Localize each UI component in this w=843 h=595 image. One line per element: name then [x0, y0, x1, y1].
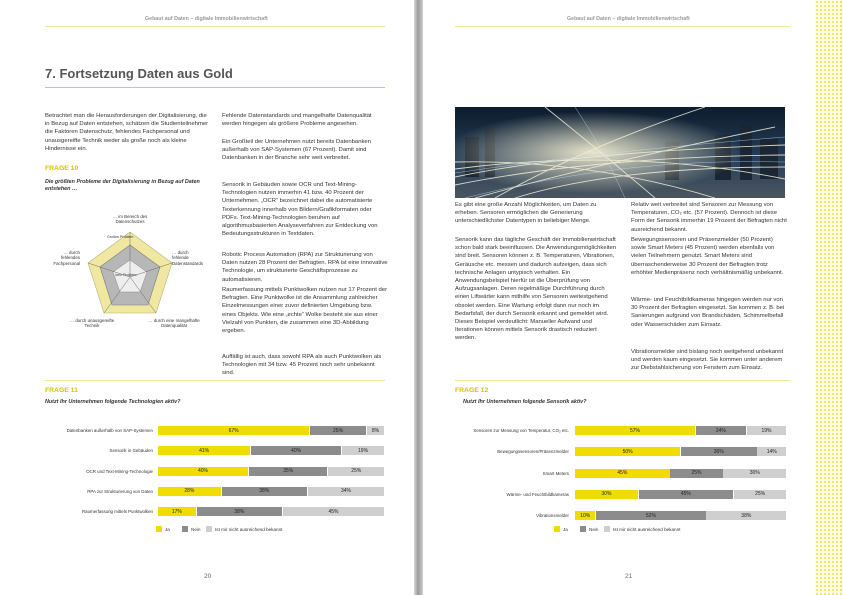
radar-label-technik: … durch unausgereifte Technik	[69, 318, 115, 329]
body-paragraph: Fehlende Datenstandards und mangelhafte Datenqualität werden hingegen als größere Probleme angesehen.	[222, 113, 372, 128]
bar-value-label: 36%	[713, 448, 724, 455]
stacked-bar-row	[575, 511, 787, 520]
header-rule	[45, 26, 385, 27]
radar-label-datenschutz: … im Bereich des Datenschutzes	[112, 214, 148, 225]
bar-category-label: RPA zur Strukturierung von Daten	[87, 488, 153, 494]
bar-segment	[158, 446, 250, 455]
bar-segment	[222, 487, 307, 496]
stacked-bar-row	[158, 446, 385, 455]
bar-value-label: 67%	[228, 427, 239, 434]
bar-value-label: 30%	[749, 470, 760, 477]
stacked-bar-row	[158, 426, 385, 435]
bar-category-label: Datenbanken außerhalb von SAP-Systemen	[66, 428, 153, 433]
page-number: 20	[204, 573, 212, 580]
bar-value-label: 8%	[371, 427, 380, 434]
bar-category-label: Raumerfassung mittels Punktwolken	[81, 509, 153, 515]
bar-segment	[283, 507, 384, 516]
title-rule	[45, 87, 385, 88]
intro-paragraph: Betrachtet man die Herausforderungen der Digitalisierung, die in Bezug auf Daten entstehen, schätzen die Studienteilnehmer die Faktoren Datenschutz, fehlendes Fachpersonal und unausgereifte Technik weder als große noch als kleine Hindernisse ein.	[45, 113, 209, 152]
body-paragraph: Sensorik in Gebäuden sowie OCR und Text-Mining-Technologien nutzen immerhin 41 bzw. 40 Prozent der Unternehmen. „OCR“ bezeichnet dabei die automatisierte Texterkennung innerhalb von Bildern/Grafikformaten oder PDFs. Text-Mining-Technologien beruhen auf algorithmusbasierten Analyseverfahren zur Entdeckung von Bedeutungsstrukturen in Textdaten.	[222, 182, 378, 238]
stacked-bar-row	[575, 469, 787, 478]
legend-label: Nein	[589, 526, 599, 532]
body-paragraph: Relativ weit verbreitet sind Sensoren zur Messung von Temperaturen, CO₂ etc. (57 Prozent). Dennoch ist diese Form der Sensorik immerhin 19 Prozent der Befragten nicht ausreichend bekannt.	[631, 202, 787, 233]
bar-segment	[308, 487, 384, 496]
bar-value-label: 10%	[580, 512, 591, 519]
frage10-question: Die größten Probleme der Digitalisierung in Bezug auf Daten entstehen …	[45, 179, 200, 192]
bar-value-label: 45%	[617, 470, 628, 477]
bar-segment	[251, 446, 341, 455]
bar-value-label: 30%	[601, 491, 612, 498]
body-paragraph: Robotic Process Automation (RPA) zur Strukturierung von Daten nutzen 28 Prozent der Befragten. RPA ist eine innovative Technologie, um strukturierte Geschäftsprozesse zu automatisieren.	[222, 252, 388, 283]
body-paragraph: Es gibt eine große Anzahl Möglichkeiten, um Daten zu erheben. Sensoren ermöglichen die Generierung unterschiedlichster Datentypen in beliebiger Menge.	[455, 202, 597, 225]
bar-segment	[575, 447, 680, 456]
bar-segment	[158, 487, 221, 496]
stacked-bar-row	[158, 507, 385, 516]
body-paragraph: Wärme- und Feuchtbildkameras hingegen werden nur von 30 Prozent der Befragten eingesetzt. Sie kommen z. B. bei Sanierungen aufgrund von Brandschäden, Schimmelbefall oder Wasserschäden zum Einsatz.	[631, 297, 785, 328]
bar-category-label: OCR und Text-Mining-Technologie	[86, 468, 153, 474]
book-gutter	[414, 0, 423, 595]
frage11-question: Nutzt Ihr Unternehmen folgende Technologien aktiv?	[45, 399, 181, 405]
bar-segment	[310, 426, 366, 435]
bar-value-label: 41%	[199, 447, 210, 454]
bar-value-label: 14%	[766, 448, 777, 455]
stacked-bar-row	[575, 426, 787, 435]
bar-segment	[158, 507, 196, 516]
legend-label: Ja	[165, 526, 170, 532]
bar-segment	[681, 447, 757, 456]
radar-label-datenqualitaet: … durch eine mangelhafte Datenqualität	[148, 318, 200, 329]
bar-value-label: 25%	[691, 470, 702, 477]
stacked-bar-row	[158, 487, 385, 496]
running-head: Gebaut auf Daten – digitale Immobilienwirtschaft	[145, 16, 268, 22]
legend-swatch	[182, 526, 188, 532]
bar-segment	[670, 469, 722, 478]
bar-value-label: 38%	[741, 512, 752, 519]
bar-segment	[596, 511, 705, 520]
bar-segment	[342, 446, 384, 455]
section-rule	[455, 380, 790, 381]
radar-scale-min: kein Problem	[115, 273, 137, 277]
bar-value-label: 25%	[333, 427, 344, 434]
bar-value-label: 52%	[645, 512, 656, 519]
section-rule	[45, 380, 385, 381]
bar-segment	[734, 490, 786, 499]
bar-value-label: 28%	[184, 488, 195, 495]
legend-label: Ist mir nicht ausreichend bekannt	[215, 526, 283, 532]
bar-segment	[747, 426, 786, 435]
bar-segment	[367, 426, 384, 435]
running-head: Gebaut auf Daten – digitale Immobilienwirtschaft	[567, 16, 690, 22]
bar-value-label: 40%	[291, 447, 302, 454]
stacked-bar-row	[158, 467, 385, 476]
bar-category-label: Smart Meters	[542, 470, 569, 476]
legend-label: Nein	[191, 526, 201, 532]
bar-category-label: Bewegungssensoren/Präsenzmelder	[497, 449, 569, 455]
bar-value-label: 34%	[340, 488, 351, 495]
bar-segment	[696, 426, 746, 435]
bar-value-label: 57%	[630, 427, 641, 434]
bar-value-label: 17%	[171, 508, 182, 515]
stacked-bar-row	[575, 447, 787, 456]
bar-value-label: 45%	[328, 508, 339, 515]
legend-label: Ja	[563, 526, 568, 532]
bar-value-label: 25%	[351, 468, 362, 475]
body-paragraph: Ein Großteil der Unternehmen nutzt bereits Datenbanken außerhalb von SAP-Systemen (67 Prozent). Damit sind Datenbanken in der Branche sehr weit verbreitet.	[222, 139, 371, 162]
bar-segment	[575, 469, 670, 478]
city-data-photo	[455, 107, 785, 198]
stacked-bar-row	[575, 490, 787, 499]
legend-swatch	[554, 526, 560, 532]
radar-label-datenstandards: … durch fehlende Datenstandards	[172, 250, 203, 266]
bar-value-label: 19%	[358, 447, 369, 454]
bar-value-label: 40%	[197, 468, 208, 475]
bar-segment	[639, 490, 734, 499]
bar-segment	[575, 426, 695, 435]
bar-segment	[158, 467, 248, 476]
frage10-label: FRAGE 10	[45, 165, 79, 172]
bar-value-label: 25%	[755, 491, 766, 498]
legend-swatch	[206, 526, 212, 532]
bar-segment	[158, 426, 309, 435]
page-edge-pattern-right	[815, 0, 843, 595]
page-number: 21	[625, 573, 633, 580]
bar-segment	[706, 511, 786, 520]
bar-segment	[575, 511, 595, 520]
legend-swatch	[580, 526, 586, 532]
body-paragraph: Bewegungssensoren und Präsenzmelder (50 Prozent) sowie Smart Meters (45 Prozent) werden ebenfalls von vielen Teilnehmern genutzt. Smart Meters sind überraschenderweise 30 Prozent der Befragten trotz erhöhter Medienpräsenz noch verhältnismäßig unbekannt.	[631, 237, 784, 276]
bar-segment	[197, 507, 282, 516]
frage11-label: FRAGE 11	[45, 387, 78, 394]
header-rule	[455, 26, 790, 27]
bar-segment	[328, 467, 384, 476]
radar-label-fachpersonal: … durch fehlendes Fachpersonal	[53, 250, 80, 266]
legend-label: Ist mir nicht ausreichend bekannt	[613, 526, 681, 532]
bar-value-label: 35%	[283, 468, 294, 475]
bar-value-label: 38%	[234, 508, 245, 515]
bar-value-label: 38%	[259, 488, 270, 495]
radar-scale-max: Großes Problem	[107, 235, 134, 239]
bar-category-label: Sensoren zur Messung von Temperatur, CO₂ etc.	[473, 428, 569, 433]
bar-category-label: Sensorik in Gebäuden	[109, 448, 153, 454]
left-page	[0, 0, 414, 595]
body-paragraph: Raumerfassung mittels Punktwolken nutzen nur 17 Prozent der Befragten. Eine Punktwolke ist die Ansammlung zahlreicher Einzelmessungen einer zuvor definierten Umgebung bzw. eines Objekts. Wie eine „echte“ Wolke besteht sie aus einer Vielzahl von Punkten, die zusammen eine 3D-Abbildung ergeben.	[222, 287, 388, 335]
legend-swatch	[156, 526, 162, 532]
bar-category-label: Vibrationsmelder	[536, 513, 569, 519]
bar-segment	[723, 469, 786, 478]
frage12-question: Nutzt Ihr Unternehmen folgende Sensorik aktiv?	[463, 399, 587, 405]
bar-value-label: 50%	[622, 448, 633, 455]
bar-segment	[575, 490, 638, 499]
bar-segment	[249, 467, 328, 476]
bar-value-label: 24%	[715, 427, 726, 434]
body-paragraph: Vibrationsmelder sind bislang noch weitgehend unbekannt und werden kaum eingesetzt. Sie kommen unter anderem zur Diebstahlsicherung von Fenstern zum Einsatz.	[631, 349, 784, 372]
page-title: 7. Fortsetzung Daten aus Gold	[45, 66, 233, 81]
body-paragraph: Sensorik kann das tägliche Geschäft der Immobilienwirtschaft schon bald stark beeinflussen. Die Anwendungsmöglichkeiten sind breit. Sensoren können z. B. Temperaturen, Vibrationen, Geräusche etc. messen und dadurch aufzeigen, dass sich technische Anlagen untypisch verhalten. Ein Anwendungsbeispiel hierfür ist die Überprüfung von Aufzugsanlagen. Deren regelmäßige Durchführung durch einen Liftwärter kann mithilfe von Sensoren weitestgehend obsolet werden. Eine Wartung erfolgt dann nur noch im Bedarfsfall, der durch Sensorik erkannt und gemeldet wird. Dieses Beispiel verdeutlicht: Manueller Aufwand und Iterationen können mittels Sensorik drastisch reduziert werden.	[455, 237, 617, 342]
legend-swatch	[604, 526, 610, 532]
bar-value-label: 45%	[680, 491, 691, 498]
bar-value-label: 19%	[761, 427, 772, 434]
bar-category-label: Wärme- und Feuchtbildkameras	[506, 491, 569, 497]
frage12-label: FRAGE 12	[455, 387, 489, 394]
body-paragraph: Auffällig ist auch, dass sowohl RPA als auch Punktwolken als Technologien mit 34 bzw. 45 Prozent noch sehr unbekannt sind.	[222, 354, 382, 377]
bar-segment	[757, 447, 786, 456]
